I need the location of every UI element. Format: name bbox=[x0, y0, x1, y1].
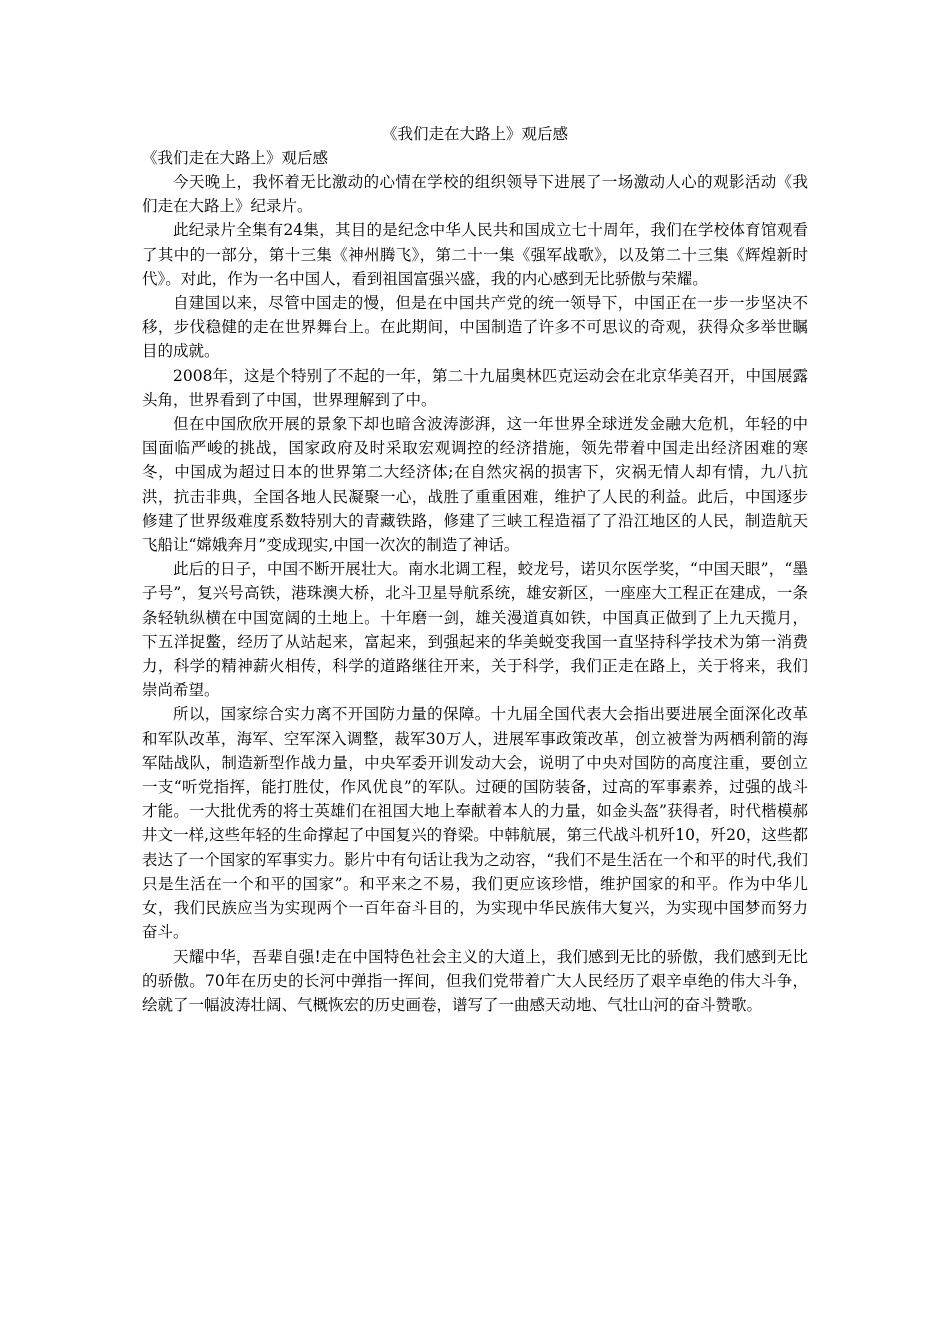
paragraph-1: 今天晚上，我怀着无比激动的心情在学校的组织领导下进展了一场激动人心的观影活动《我们走在大路上》纪录片。 bbox=[142, 173, 808, 216]
document-page bbox=[142, 122, 808, 1017]
document-title: 《我们走在大路上》观后感 bbox=[381, 125, 568, 143]
document-subtitle: 《我们走在大路上》观后感 bbox=[142, 149, 329, 167]
paragraph-7: 所以，国家综合实力离不开国防力量的保障。十九届全国代表大会指出要进展全面深化改革和军队改革，海军、空军深入调整，裁军30万人，进展军事政策改革，创立被誉为两栖利箭的海军陆战队，制造新型作战力量，中央军委开训发动大会，说明了中央对国防的高度注重，要创立一支“听党指挥，能打胜仗，作风优良”的军队。过硬的国防装备，过高的军事素养，过强的战斗才能。一大批优秀的将士英雄们在祖国大地上奉献着本人的力量，如金头盔”获得者，时代楷模郝井文一样,这些年轻的生命撑起了中国复兴的脊梁。中韩航展，第三代战斗机歼10，歼20，这些都表达了一个国家的军事实力。影片中有句话让我为之动容，“我们不是生活在一个和平的时代,我们只是生活在一个和平的国家”。和平来之不易，我们更应该珍惜，维护国家的和平。作为中华儿女，我们民族应当为实现两个一百年奋斗目的，为实现中华民族伟大复兴，为实现中国梦而努力奋斗。 bbox=[142, 705, 808, 942]
paragraph-5: 但在中国欣欣开展的景象下却也暗含波涛澎湃，这一年世界全球迸发金融大危机，年轻的中国面临严峻的挑战，国家政府及时采取宏观调控的经济措施，领先带着中国走出经济困难的寒冬，中国成为超过日本的世界第二大经济体;在自然灾祸的损害下，灾祸无情人却有情，九八抗洪，抗击非典，全国各地人民凝聚一心，战胜了重重困难，维护了人民的利益。此后，中国逐步修建了世界级难度系数特别大的青藏铁路，修建了三峡工程造福了了沿江地区的人民，制造航天飞船让“嫦娥奔月”变成现实,中国一次次的制造了神话。 bbox=[142, 415, 808, 555]
paragraph-3: 自建国以来，尽管中国走的慢，但是在中国共产党的统一领导下，中国正在一步一步坚决不移，步伐稳健的走在世界舞台上。在此期间，中国制造了许多不可思议的奇观，获得众多举世瞩目的成就。 bbox=[142, 294, 808, 361]
paragraph-6: 此后的日子，中国不断开展壮大。南水北调工程，蛟龙号，诺贝尔医学奖，“中国天眼”，“墨子号”，复兴号高铁，港珠澳大桥，北斗卫星导航系统，雄安新区，一座座大工程正在建成，一条条轻轨纵横在中国宽阔的土地上。十年磨一剑，雄关漫道真如铁，中国真正做到了上九天揽月，下五洋捉鳖，经历了从站起来，富起来，到强起来的华美蜕变我国一直坚持科学技术为第一消费力，科学的精神薪火相传，科学的道路继往开来，关于科学，我们正走在路上，关于将来，我们崇尚希望。 bbox=[142, 560, 808, 700]
paragraph-2: 此纪录片全集有24集，其目的是纪念中华人民共和国成立七十周年，我们在学校体育馆观看了其中的一部分，第十三集《神州腾飞》，第二十一集《强军战歌》，以及第二十三集《辉煌新时代》。对此，作为一名中国人，看到祖国富强兴盛，我的内心感到无比骄傲与荣耀。 bbox=[142, 221, 808, 288]
paragraph-4: 2008年，这是个特别了不起的一年，第二十九届奥林匹克运动会在北京华美召开，中国展露头角，世界看到了中国，世界理解到了中。 bbox=[142, 366, 808, 409]
paragraph-8: 天耀中华，吾辈自强!走在中国特色社会主义的大道上，我们感到无比的骄傲，我们感到无比的骄傲。70年在历史的长河中弹指一挥间，但我们党带着广大人民经历了艰辛卓绝的伟大斗争，绘就了一幅波涛壮阔、气概恢宏的历史画卷，谱写了一曲感天动地、气壮山河的奋斗赞歌。 bbox=[142, 947, 808, 1014]
